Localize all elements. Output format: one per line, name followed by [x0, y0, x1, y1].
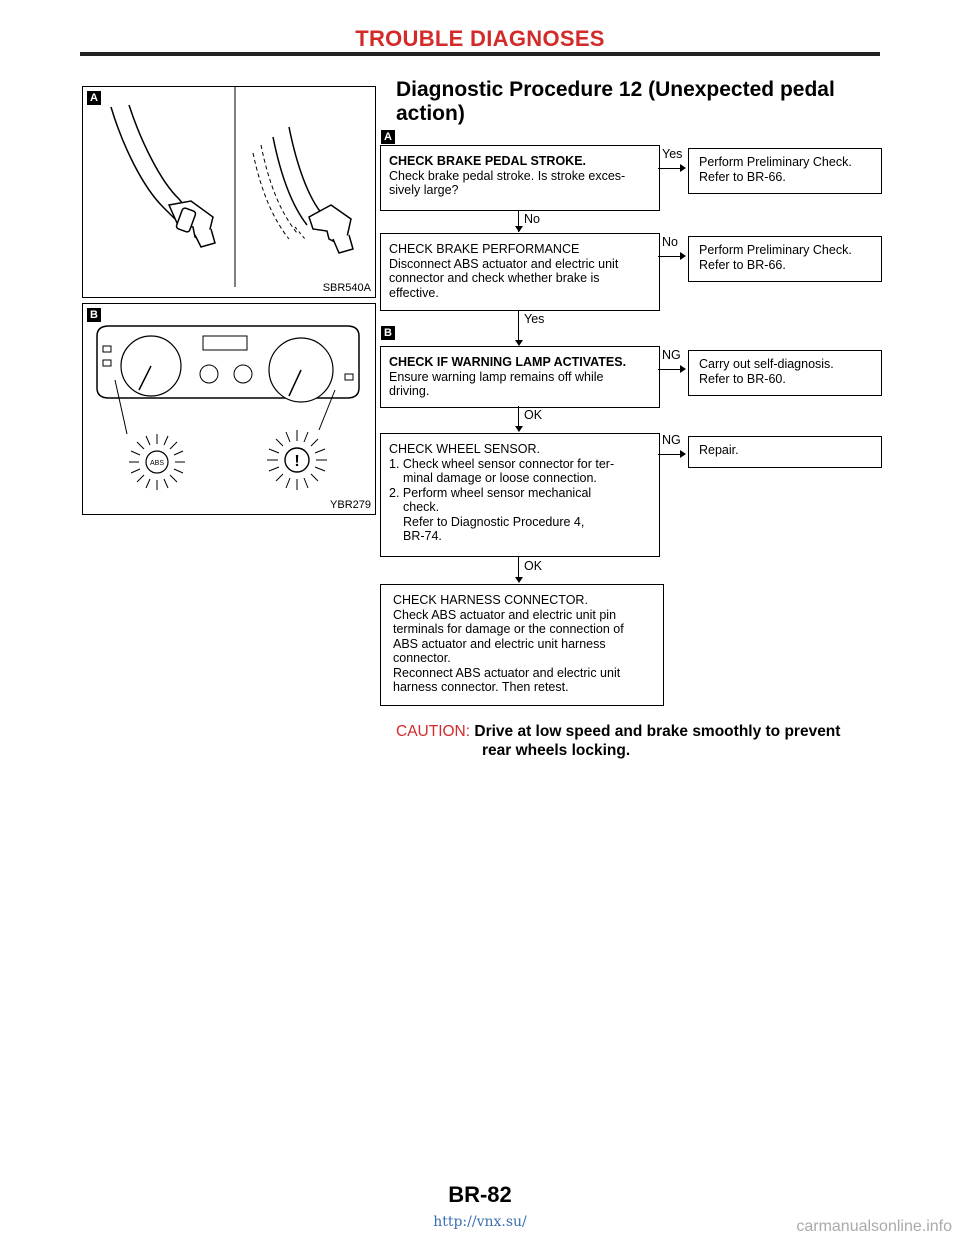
footer-link[interactable]: http://vnx.su/	[433, 1214, 527, 1230]
step-item: 2. Perform wheel sensor mechanical	[389, 485, 592, 500]
caution-label: CAUTION:	[396, 723, 471, 740]
step-body: Ensure warning lamp remains off while driving.	[389, 369, 604, 398]
page-number: BR-82	[448, 1182, 512, 1207]
instrument-cluster-illustration	[83, 304, 375, 514]
caution-note	[396, 722, 886, 760]
step-item: check.	[403, 500, 440, 514]
figure-brake-pedal	[82, 86, 376, 298]
figure-id: YBR279	[330, 499, 371, 511]
result-box: Perform Preliminary Check. Refer to BR-66.	[688, 148, 882, 194]
step-title: CHECK HARNESS CONNECTOR.	[393, 593, 588, 607]
abs-lamp-label: ABS	[149, 460, 165, 467]
step-body: Disconnect ABS actuator and electric unit connector and check whether brake is effective.	[389, 256, 619, 300]
step-title: CHECK BRAKE PEDAL STROKE.	[389, 154, 587, 168]
branch-label: NG	[662, 433, 681, 447]
step-check-wheel-sensor	[380, 433, 660, 557]
figure-id: SBR540A	[322, 282, 371, 294]
branch-label: Yes	[524, 312, 545, 326]
section-title: Diagnostic Procedure 12 (Unexpected pedal action)	[396, 78, 835, 125]
step-item: Refer to Diagnostic Procedure 4,	[403, 514, 585, 529]
branch-label: OK	[524, 559, 543, 573]
branch-label: OK	[524, 408, 543, 422]
step-item: BR-74.	[403, 529, 442, 543]
branch-label: No	[662, 235, 678, 249]
flow-badge-a: A	[381, 130, 395, 144]
caution-line-2: rear wheels locking.	[482, 742, 631, 759]
result-box: Perform Preliminary Check. Refer to BR-66.	[688, 236, 882, 282]
figure-warning-lamp	[82, 303, 376, 515]
branch-label: No	[524, 212, 540, 226]
branch-label: NG	[662, 348, 681, 362]
step-title: CHECK WHEEL SENSOR.	[389, 442, 540, 456]
result-box: Repair.	[688, 436, 882, 468]
branch-label: Yes	[662, 147, 683, 161]
brake-pedal-illustration	[83, 87, 375, 297]
result-box: Carry out self-diagnosis. Refer to BR-60.	[688, 350, 882, 396]
caution-line-1: Drive at low speed and brake smoothly to prevent	[474, 723, 841, 740]
step-title: CHECK BRAKE PERFORMANCE	[389, 242, 580, 256]
step-check-pedal-stroke	[380, 145, 660, 211]
step-check-brake-performance	[380, 233, 660, 311]
step-item: 1. Check wheel sensor connector for ter-	[389, 456, 615, 471]
step-body: Check brake pedal stroke. Is stroke exces- sively large?	[389, 168, 626, 197]
watermark: carmanualsonline.info	[796, 1218, 952, 1235]
figure-badge-a: A	[87, 91, 101, 105]
page-header-title: TROUBLE DIAGNOSES	[355, 26, 605, 51]
flow-badge-b: B	[381, 326, 395, 340]
step-check-harness-connector	[380, 584, 664, 706]
step-body: Check ABS actuator and electric unit pin terminals for damage or the connection of ABS actuator and electric unit harness connector. Reconnect ABS actuator and electric unit harness connector. Then retest.	[393, 607, 624, 694]
step-item: minal damage or loose connection.	[403, 471, 597, 485]
header-rule	[80, 52, 880, 56]
figure-badge-b: B	[87, 308, 101, 322]
step-check-warning-lamp	[380, 346, 660, 408]
brake-lamp-label: !	[294, 453, 300, 470]
step-title: CHECK IF WARNING LAMP ACTIVATES.	[389, 355, 627, 369]
